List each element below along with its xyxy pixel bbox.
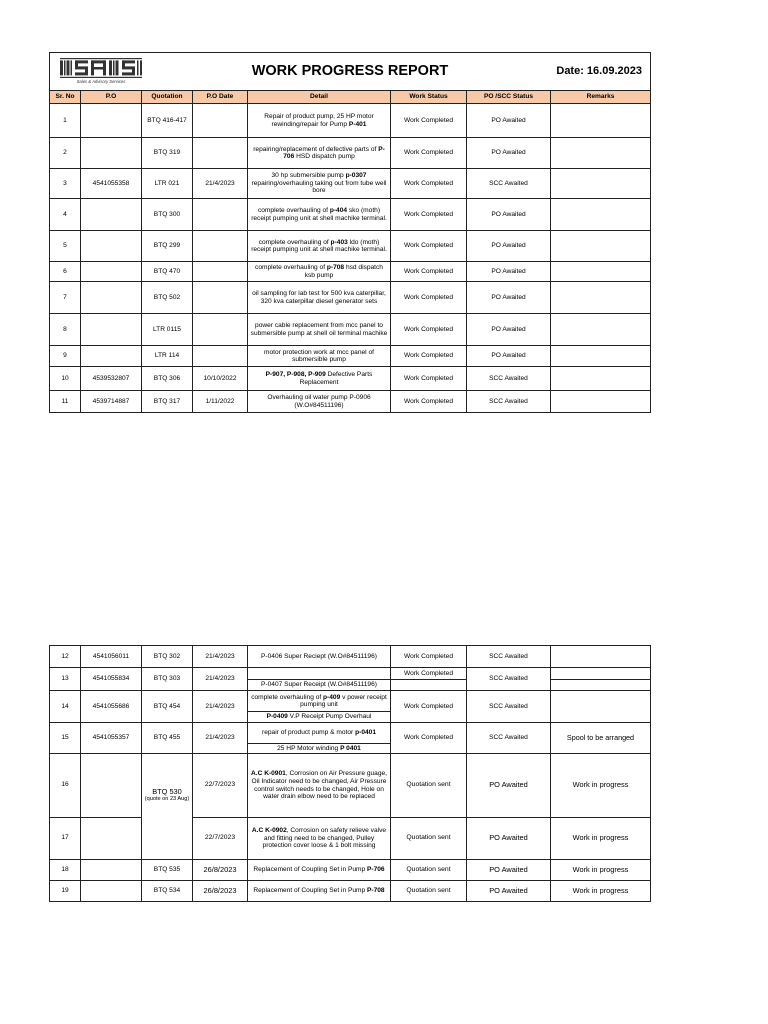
detail-cell-top bbox=[248, 723, 391, 744]
quotation-number: BTQ 530 bbox=[152, 787, 182, 796]
work-status-cell: Work Completed bbox=[391, 314, 467, 346]
equipment-tag: p-708 bbox=[326, 264, 345, 272]
work-status-cell: Work Completed bbox=[391, 646, 467, 668]
po-date-cell bbox=[193, 314, 248, 346]
table-row bbox=[50, 391, 651, 413]
detail-text: Repair of product pump, 25 HP motor rewinding/repair for Pump bbox=[264, 113, 374, 128]
sr-no-cell: 11 bbox=[50, 391, 81, 413]
po-date-cell: 21/4/2023 bbox=[193, 169, 248, 199]
sr-no-cell: 18 bbox=[50, 860, 81, 881]
detail-cell bbox=[248, 199, 391, 231]
table-row bbox=[50, 138, 651, 169]
detail-cell-bottom bbox=[248, 712, 391, 723]
table-row bbox=[50, 262, 651, 282]
remarks-cell-extra bbox=[551, 680, 651, 691]
equipment-tag: P-708 bbox=[367, 887, 385, 895]
sr-no-cell: 7 bbox=[50, 282, 81, 314]
equipment-tag: p-409 bbox=[323, 693, 341, 701]
table-row bbox=[50, 723, 651, 744]
po-status-cell: PO Awaited bbox=[467, 262, 551, 282]
work-status-cell: Work Completed bbox=[391, 199, 467, 231]
detail-text: complete overhauling of bbox=[255, 264, 327, 272]
report-title: WORK PROGRESS REPORT bbox=[251, 63, 449, 79]
sr-no-cell: 19 bbox=[50, 881, 81, 902]
po-cell bbox=[81, 262, 142, 282]
sr-no-cell: 12 bbox=[50, 646, 81, 668]
report-header bbox=[50, 53, 651, 91]
detail-text: v power receipt pumping unit bbox=[300, 693, 387, 708]
quotation-note: (quote on 23 Aug) bbox=[144, 796, 190, 803]
detail-text: HSD dispatch pump bbox=[294, 153, 355, 160]
po-status-cell: PO Awaited bbox=[467, 818, 551, 860]
detail-cell-top bbox=[248, 668, 391, 680]
po-cell bbox=[81, 754, 142, 818]
table-row bbox=[50, 314, 651, 346]
po-status-cell: SCC Awaited bbox=[467, 723, 551, 754]
po-status-cell: PO Awaited bbox=[467, 881, 551, 902]
equipment-tag: P-706 bbox=[367, 866, 385, 874]
detail-cell bbox=[248, 262, 391, 282]
work-status-cell: Work Completed bbox=[391, 262, 467, 282]
po-cell bbox=[81, 104, 142, 138]
col-header-quotation: Quotation bbox=[142, 91, 193, 104]
quotation-cell: LTR 0115 bbox=[142, 314, 193, 346]
report-date: Date: 16.09.2023 bbox=[556, 65, 642, 77]
po-status-cell: PO Awaited bbox=[467, 860, 551, 881]
po-cell bbox=[81, 138, 142, 169]
table-row bbox=[50, 346, 651, 367]
po-status-cell: PO Awaited bbox=[467, 104, 551, 138]
detail-cell bbox=[248, 104, 391, 138]
col-header-detail: Detail bbox=[248, 91, 391, 104]
detail-text: motor protection work at mcc panel of submersible pump bbox=[264, 348, 374, 363]
quotation-cell: BTQ 455 bbox=[142, 723, 193, 754]
detail-cell: P-0406 Super Reciept (W.O#84511196) bbox=[248, 646, 391, 668]
col-header-po-scc-status: PO /SCC Status bbox=[467, 91, 551, 104]
remarks-cell bbox=[551, 104, 651, 138]
po-status-cell: SCC Awaited bbox=[467, 391, 551, 413]
detail-text: , Corrosion on Air Pressure guage, Oil Indicator need to be changed, Air Pressure control switch needs to be changed, Hole on water drain elbow need to be replaced bbox=[251, 770, 387, 801]
detail-cell bbox=[248, 231, 391, 262]
sr-no-cell: 3 bbox=[50, 169, 81, 199]
detail-text: repairing/overhauling taking out from tube well bore bbox=[251, 179, 387, 195]
detail-text: complete overhauling of bbox=[251, 693, 324, 701]
remarks-cell bbox=[551, 646, 651, 668]
sr-no-cell: 13 bbox=[50, 668, 81, 691]
detail-text: Overhauling oil water pump P-0906 (W.O#84511196) bbox=[267, 394, 371, 409]
po-status-cell: SCC Awaited bbox=[467, 668, 551, 691]
po-date-cell: 22/7/2023 bbox=[193, 818, 248, 860]
po-date-cell: 21/4/2023 bbox=[193, 646, 248, 668]
po-status-cell: PO Awaited bbox=[467, 314, 551, 346]
sr-no-cell: 1 bbox=[50, 104, 81, 138]
sr-no-cell: 17 bbox=[50, 818, 81, 860]
work-status-cell: Quotation sent bbox=[391, 881, 467, 902]
detail-text: 30 hp submersible pump bbox=[271, 172, 346, 180]
equipment-tag: A.C K-0901 bbox=[251, 770, 286, 778]
table-row bbox=[50, 691, 651, 712]
detail-cell bbox=[248, 169, 391, 199]
sr-no-cell: 2 bbox=[50, 138, 81, 169]
remarks-cell: Spool to be arranged bbox=[551, 723, 651, 754]
equipment-tag: P-0409 bbox=[266, 713, 288, 721]
equipment-tag: p-0401 bbox=[355, 729, 376, 737]
detail-cell bbox=[248, 391, 391, 413]
quotation-cell: LTR 114 bbox=[142, 346, 193, 367]
po-status-cell: SCC Awaited bbox=[467, 691, 551, 723]
remarks-cell: Work in progress bbox=[551, 881, 651, 902]
detail-cell bbox=[248, 754, 391, 818]
equipment-tag: P-907, P-908, P-909 bbox=[265, 371, 326, 379]
detail-text: complete overhauling of bbox=[258, 238, 331, 246]
detail-cell bbox=[248, 881, 391, 902]
work-status-cell: Work Completed bbox=[391, 723, 467, 754]
po-cell bbox=[81, 231, 142, 262]
po-date-cell bbox=[193, 104, 248, 138]
sr-no-cell: 5 bbox=[50, 231, 81, 262]
detail-text: hsd dispatch ksb pump bbox=[304, 264, 383, 279]
po-date-cell: 26/8/2023 bbox=[193, 881, 248, 902]
detail-text: Replacement of Coupling Set in Pump bbox=[253, 866, 367, 874]
remarks-cell bbox=[551, 668, 651, 680]
quotation-cell: BTQ 416-417 bbox=[142, 104, 193, 138]
table-row bbox=[50, 881, 651, 902]
po-date-cell: 26/8/2023 bbox=[193, 860, 248, 881]
detail-text: complete overhauling of bbox=[257, 207, 330, 215]
table-row bbox=[50, 646, 651, 668]
table-header-row bbox=[50, 91, 651, 104]
sr-no-cell: 14 bbox=[50, 691, 81, 723]
detail-text: Replacement of Coupling Set in Pump bbox=[253, 887, 367, 895]
table-row bbox=[50, 199, 651, 231]
equipment-tag: p-0307 bbox=[345, 172, 367, 180]
work-status-cell: Quotation sent bbox=[391, 818, 467, 860]
table-row bbox=[50, 169, 651, 199]
po-date-cell: 21/4/2023 bbox=[193, 691, 248, 723]
po-date-cell bbox=[193, 138, 248, 169]
quotation-cell: BTQ 535 bbox=[142, 860, 193, 881]
sr-no-cell: 4 bbox=[50, 199, 81, 231]
remarks-cell bbox=[551, 314, 651, 346]
quotation-cell: BTQ 454 bbox=[142, 691, 193, 723]
po-date-cell bbox=[193, 282, 248, 314]
po-cell: 4541055357 bbox=[81, 723, 142, 754]
remarks-cell bbox=[551, 282, 651, 314]
work-status-cell: Work Completed bbox=[391, 104, 467, 138]
po-date-cell: 21/4/2023 bbox=[193, 668, 248, 691]
po-cell: 4539532807 bbox=[81, 367, 142, 391]
table-row bbox=[50, 282, 651, 314]
quotation-cell: BTQ 299 bbox=[142, 231, 193, 262]
po-cell: 4539714887 bbox=[81, 391, 142, 413]
po-date-cell bbox=[193, 231, 248, 262]
po-status-cell: SCC Awaited bbox=[467, 169, 551, 199]
sr-no-cell: 15 bbox=[50, 723, 81, 754]
po-status-cell: SCC Awaited bbox=[467, 367, 551, 391]
detail-text: 25 HP Motor winding bbox=[277, 744, 341, 752]
table-row bbox=[50, 668, 651, 680]
po-date-cell bbox=[193, 346, 248, 367]
work-progress-table-1 bbox=[49, 52, 651, 413]
detail-cell bbox=[248, 282, 391, 314]
work-status-cell: Work Completed bbox=[391, 367, 467, 391]
work-status-cell: Work Completed bbox=[391, 668, 467, 680]
po-cell bbox=[81, 199, 142, 231]
po-cell bbox=[81, 282, 142, 314]
sr-no-cell: 8 bbox=[50, 314, 81, 346]
detail-text: Defective Parts Replacement bbox=[299, 371, 373, 386]
po-cell: 4541055834 bbox=[81, 668, 142, 691]
quotation-cell: BTQ 306 bbox=[142, 367, 193, 391]
detail-cell bbox=[248, 860, 391, 881]
quotation-cell: BTQ 470 bbox=[142, 262, 193, 282]
po-cell bbox=[81, 818, 142, 860]
logo-caption: Sales & Advisory Services bbox=[76, 79, 126, 84]
sr-no-cell: 9 bbox=[50, 346, 81, 367]
work-status-cell: Work Completed bbox=[391, 391, 467, 413]
po-date-cell: 1/11/2022 bbox=[193, 391, 248, 413]
work-status-cell: Work Completed bbox=[391, 169, 467, 199]
work-status-cell-extra bbox=[391, 680, 467, 691]
remarks-cell bbox=[551, 367, 651, 391]
po-cell bbox=[81, 314, 142, 346]
detail-text: V.P Receipt Pump Overhaul bbox=[287, 713, 372, 721]
table-row bbox=[50, 754, 651, 818]
quotation-cell bbox=[142, 754, 193, 860]
detail-text: oil sampling for lab test for 500 kva caterpillar, 320 kva caterpillar diesel generator sets bbox=[252, 290, 386, 305]
po-cell: 4541056011 bbox=[81, 646, 142, 668]
equipment-tag: p-404 bbox=[329, 207, 348, 215]
table-row bbox=[50, 231, 651, 262]
detail-cell-top bbox=[248, 691, 391, 712]
po-date-cell bbox=[193, 199, 248, 231]
remarks-cell: Work in progress bbox=[551, 754, 651, 818]
table-row bbox=[50, 860, 651, 881]
detail-text: power cable replacement from mcc panel to submersible pump at shell oil terminal machike bbox=[250, 322, 388, 337]
work-status-cell: Work Completed bbox=[391, 346, 467, 367]
po-cell bbox=[81, 860, 142, 881]
quotation-cell: LTR 021 bbox=[142, 169, 193, 199]
work-progress-table-2 bbox=[49, 645, 651, 902]
remarks-cell bbox=[551, 691, 651, 723]
po-date-cell: 10/10/2022 bbox=[193, 367, 248, 391]
po-date-cell bbox=[193, 262, 248, 282]
remarks-cell bbox=[551, 391, 651, 413]
col-header-remarks: Remarks bbox=[551, 91, 651, 104]
table-row bbox=[50, 818, 651, 860]
detail-cell-bottom bbox=[248, 744, 391, 754]
po-status-cell: PO Awaited bbox=[467, 282, 551, 314]
detail-text: ldo (moth) receipt pumping unit at shell machike terminal. bbox=[251, 238, 387, 253]
sr-no-cell: 6 bbox=[50, 262, 81, 282]
detail-cell bbox=[248, 138, 391, 169]
po-status-cell: PO Awaited bbox=[467, 199, 551, 231]
remarks-cell: Work in progress bbox=[551, 818, 651, 860]
po-cell: 4541055686 bbox=[81, 691, 142, 723]
col-header-po-date: P.O Date bbox=[193, 91, 248, 104]
remarks-cell bbox=[551, 138, 651, 169]
detail-text: sko (moth) receipt pumping unit at shell machike terminal. bbox=[251, 207, 387, 222]
equipment-tag: P-706 bbox=[283, 145, 385, 160]
detail-text: repair of product pump & motor bbox=[262, 729, 356, 737]
remarks-cell: Work in progress bbox=[551, 860, 651, 881]
sr-no-cell: 10 bbox=[50, 367, 81, 391]
po-date-cell: 21/4/2023 bbox=[193, 723, 248, 754]
table-body-1 bbox=[50, 104, 651, 413]
remarks-cell bbox=[551, 231, 651, 262]
work-status-cell: Quotation sent bbox=[391, 754, 467, 818]
po-cell bbox=[81, 881, 142, 902]
quotation-cell: BTQ 317 bbox=[142, 391, 193, 413]
remarks-cell bbox=[551, 346, 651, 367]
detail-text: repairing/replacement of defective parts of bbox=[253, 145, 379, 153]
work-status-cell: Work Completed bbox=[391, 138, 467, 169]
detail-cell bbox=[248, 367, 391, 391]
po-status-cell: SCC Awaited bbox=[467, 646, 551, 668]
quotation-cell: BTQ 300 bbox=[142, 199, 193, 231]
quotation-cell: BTQ 534 bbox=[142, 881, 193, 902]
po-status-cell: PO Awaited bbox=[467, 754, 551, 818]
detail-cell bbox=[248, 346, 391, 367]
po-cell: 4541055358 bbox=[81, 169, 142, 199]
equipment-tag: P 0401 bbox=[340, 744, 361, 752]
col-header-sr-no: Sr. No bbox=[50, 91, 81, 104]
detail-cell bbox=[248, 818, 391, 860]
work-status-cell: Work Completed bbox=[391, 691, 467, 723]
sr-no-cell: 16 bbox=[50, 754, 81, 818]
work-status-cell: Work Completed bbox=[391, 282, 467, 314]
quotation-cell: BTQ 319 bbox=[142, 138, 193, 169]
work-status-cell: Quotation sent bbox=[391, 860, 467, 881]
detail-cell-bottom: P-0407 Super Receipt (W.O#84511196) bbox=[248, 680, 391, 691]
po-status-cell: PO Awaited bbox=[467, 138, 551, 169]
po-status-cell: PO Awaited bbox=[467, 231, 551, 262]
work-status-cell: Work Completed bbox=[391, 231, 467, 262]
table-row bbox=[50, 367, 651, 391]
quotation-cell: BTQ 302 bbox=[142, 646, 193, 668]
equipment-tag: P-401 bbox=[348, 120, 367, 128]
table-row bbox=[50, 104, 651, 138]
equipment-tag: A.C K-0902 bbox=[251, 827, 287, 835]
detail-cell bbox=[248, 314, 391, 346]
po-date-cell: 22/7/2023 bbox=[193, 754, 248, 818]
remarks-cell bbox=[551, 262, 651, 282]
col-header-po: P.O bbox=[81, 91, 142, 104]
po-status-cell: PO Awaited bbox=[467, 346, 551, 367]
remarks-cell bbox=[551, 199, 651, 231]
equipment-tag: p-403 bbox=[330, 238, 348, 246]
quotation-cell: BTQ 502 bbox=[142, 282, 193, 314]
col-header-work-status: Work Status bbox=[391, 91, 467, 104]
quotation-cell: BTQ 303 bbox=[142, 668, 193, 691]
detail-text: , Corrosion on safety relieve valve and fitting need to be changed, Pulley protection cover loose & 1 bolt missing bbox=[262, 827, 387, 850]
po-cell bbox=[81, 346, 142, 367]
remarks-cell bbox=[551, 169, 651, 199]
